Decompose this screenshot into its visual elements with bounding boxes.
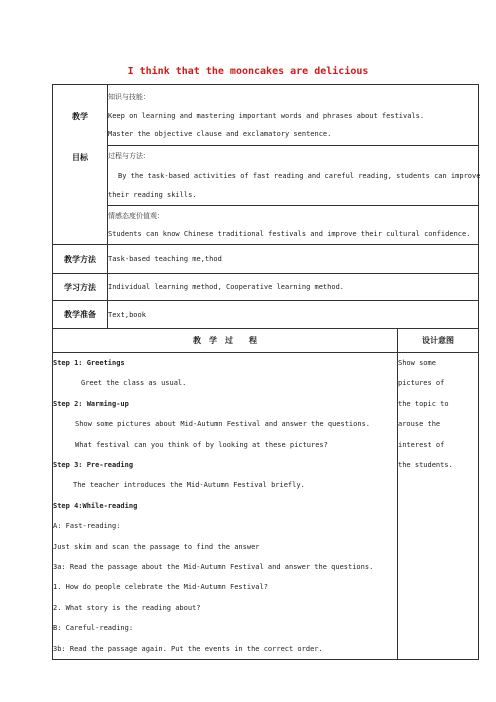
lesson-plan-table [52,84,479,660]
prep-label: 教学准备 [53,301,108,329]
step-line: A: Fast-reading: [53,522,121,531]
steps-list [53,353,397,659]
process-header: 教 学 过 程 [53,329,398,353]
intent-line: pictures of [398,379,445,388]
step-heading: Step 2: Warming-up [53,399,129,408]
intent-cell [398,353,479,660]
step-line: 3a: Read the passage about the Mid-Autumn Festival and answer the questions. [53,563,374,572]
intent-line: the students. [398,461,453,470]
step-line: The teacher introduces the Mid-Autumn Festival briefly. [73,481,305,490]
prep-row [53,301,479,329]
prep-value: Text,book [108,301,479,329]
objectives-process-row [53,146,479,206]
step-line: What festival can you think of by looking at these pictures? [75,440,328,449]
process-line: their reading skills. [108,191,197,199]
emotion-line: Students can know Chinese traditional festivals and improve their cultural confidence. [108,230,471,238]
document-title: I think that the mooncakes are delicious [127,66,369,77]
emotion-heading: 情感态度价值观： [108,212,164,220]
objectives-label [53,85,108,245]
step-line: Show some pictures about Mid-Autumn Festival and answer the questions. [75,420,371,429]
step-line: 3b: Read the passage again. Put the events in the correct order. [53,644,323,653]
process-body-row [53,353,479,660]
step-line: Greet the class as usual. [81,379,187,388]
intent-line: interest of [398,440,445,449]
step-heading: Step 4:While-reading [53,501,138,510]
method-row [53,245,479,274]
objectives-label-bottom: 目标 [72,153,88,162]
process-cell [108,146,479,206]
step-line: B: Careful-reading: [53,624,134,633]
objectives-label-top: 教学 [72,112,88,121]
study-value: Individual learning method, Cooperative learning method. [108,274,479,301]
knowledge-cell [108,85,479,146]
emotion-cell [108,206,479,245]
objectives-knowledge-row [53,85,479,146]
process-heading: 过程与方法： [108,152,150,160]
study-label: 学习方法 [53,274,108,301]
step-line: 1. How do people celebrate the Mid-Autumn Festival? [53,583,268,592]
knowledge-line: Master the objective clause and exclamatory sentence. [108,129,332,138]
step-line: Just skim and scan the passage to find the answer [53,542,260,551]
intent-line: Show some [398,359,436,367]
knowledge-line: Keep on learning and mastering important words and phrases about festivals. [108,111,425,120]
step-heading: Step 3: Pre-reading [53,461,134,470]
process-line: By the task-based activities of fast reading and careful reading, students can improve [118,172,481,180]
objectives-emotion-row [53,206,479,245]
step-heading: Step 1: Greetings [53,359,125,367]
intent-line: the topic to [398,399,449,408]
knowledge-heading: 知识与技能： [108,92,150,101]
method-value: Task-based teaching me,thod [108,245,479,274]
method-label: 教学方法 [53,245,108,274]
intent-header: 设计意图 [398,329,479,353]
step-line: 2. What story is the reading about? [53,603,201,612]
study-row [53,274,479,301]
intent-text [398,353,478,475]
intent-line: arouse the [398,420,441,429]
process-steps [53,353,398,660]
process-header-row [53,329,479,353]
